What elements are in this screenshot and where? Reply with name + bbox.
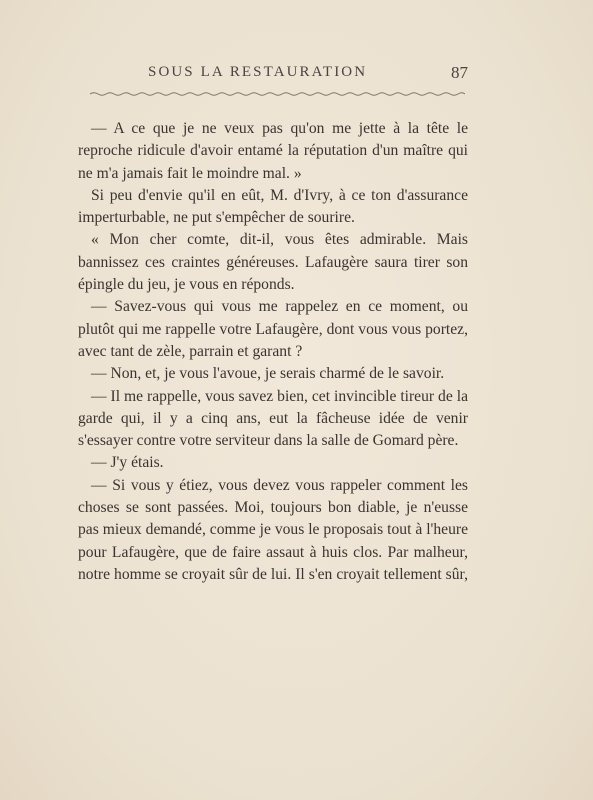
paragraph: — Il me rappelle, vous savez bien, cet invincible tireur de la garde qui, il y a cinq ans, eut la fâcheuse idée de venir s'essayer contre votre serviteur dans la salle de Gomard père. xyxy=(78,387,468,450)
paragraph: — A ce que je ne veux pas qu'on me jette à la tête le reproche ridicule d'avoir entamé la réputation d'un maître qui ne m'a jamais fait le moindre mal. » xyxy=(78,120,468,182)
body-text xyxy=(78,118,468,586)
paragraph: — Savez-vous qui vous me rappelez en ce moment, ou plutôt qui me rappelle votre Lafaugère, dont vous vous portez, avec tant de zèle, parrain et garant ? xyxy=(78,298,468,360)
decorative-wavy-rule xyxy=(90,90,465,98)
paragraph: « Mon cher comte, dit-il, vous êtes admirable. Mais bannissez ces craintes généreuses. Lafaugère saura tirer son épingle du jeu, je vous en réponds. xyxy=(78,231,468,294)
paragraph: — Si vous y étiez, vous devez vous rappeler comment les choses se sont passées. Moi, toujours bon diable, je n'eusse pas mieux demandé, comme je vous le proposais tout à l'heure pour Lafaugère, que de faire assaut à huis clos. Par malheur, notre homme se croyait sûr de lui. Il s'en croyait tellement sûr, xyxy=(78,476,468,583)
page-header xyxy=(78,64,468,86)
running-title: SOUS LA RESTAURATION xyxy=(148,64,368,80)
paragraph: — J'y étais. xyxy=(91,454,164,472)
page-number: 87 xyxy=(451,63,468,82)
paragraph: Si peu d'envie qu'il en eût, M. d'Ivry, à ce ton d'assurance imperturbable, ne put s'empêcher de sourire. xyxy=(78,186,468,227)
paragraph: — Non, et, je vous l'avoue, je serais charmé de le savoir. xyxy=(91,365,445,383)
